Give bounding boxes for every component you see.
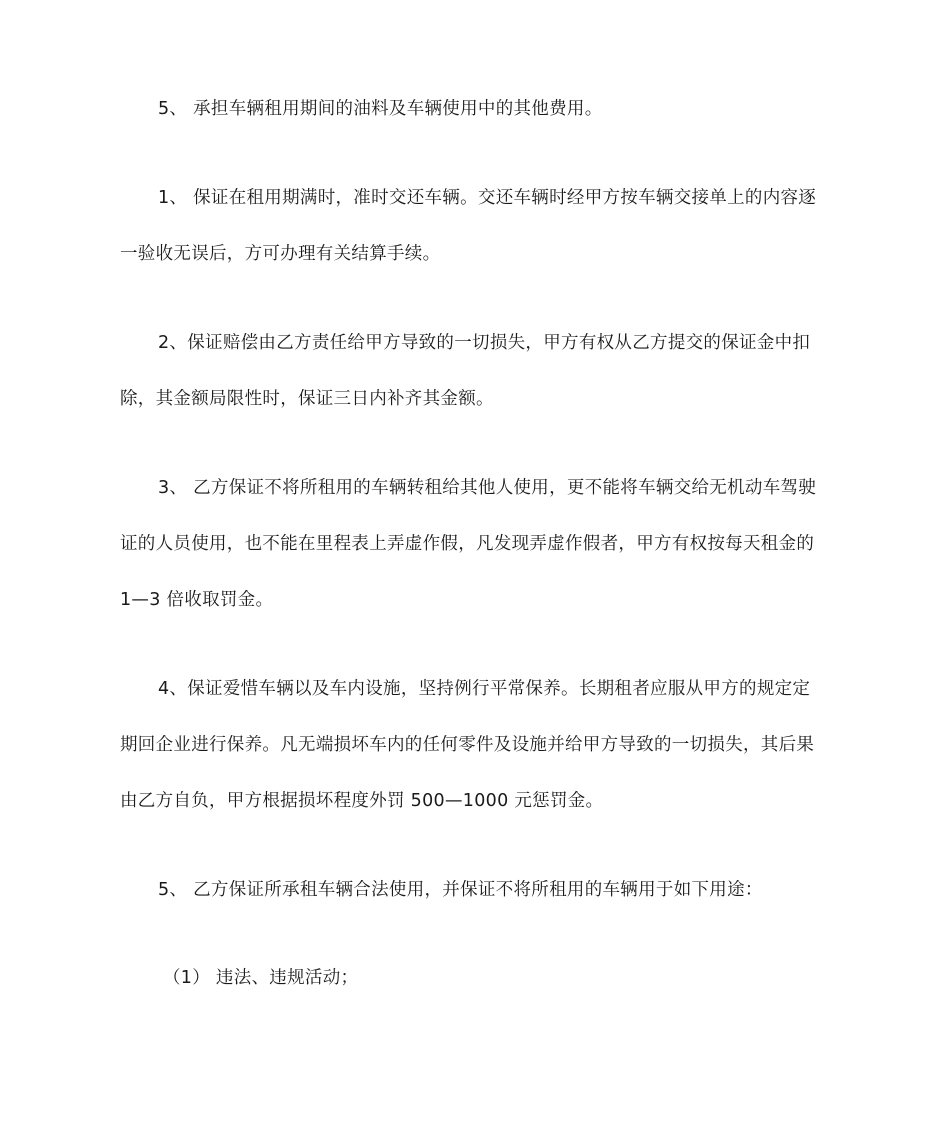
paragraph-line: 一验收无误后，方可办理有关结算手续。 — [120, 244, 441, 264]
paragraph-line: 证的人员使用，也不能在里程表上弄虚作假，凡发现弄虚作假者，甲方有权按每天租金的 — [120, 534, 815, 554]
paragraph-line: 5、 乙方保证所承租车辆合法使用，并保证不将所租用的车辆用于如下用途： — [158, 880, 763, 900]
paragraph-line: 2、保证赔偿由乙方责任给甲方导致的一切损失，甲方有权从乙方提交的保证金中扣 — [158, 333, 811, 353]
paragraph-line: 5、 承担车辆租用期间的油料及车辆使用中的其他费用。 — [158, 99, 603, 119]
paragraph-line: 4、保证爱惜车辆以及车内设施，坚持例行平常保养。长期租者应服从甲方的规定定 — [158, 679, 811, 699]
paragraph-line: 由乙方自负，甲方根据损坏程度外罚 500—1000 元惩罚金。 — [120, 791, 604, 811]
paragraph-line: 期回企业进行保养。凡无端损坏车内的任何零件及设施并给甲方导致的一切损失，其后果 — [120, 735, 815, 755]
paragraph-line: 3、 乙方保证不将所租用的车辆转租给其他人使用，更不能将车辆交给无机动车驾驶 — [158, 478, 817, 498]
paragraph-line: 1、 保证在租用期满时，准时交还车辆。交还车辆时经甲方按车辆交接单上的内容逐 — [158, 188, 817, 208]
paragraph-line: 1—3 倍收取罚金。 — [120, 590, 274, 610]
list-item: （1） 违法、违规活动； — [163, 968, 359, 988]
paragraph-line: 除，其金额局限性时，保证三日内补齐其金额。 — [120, 389, 494, 409]
